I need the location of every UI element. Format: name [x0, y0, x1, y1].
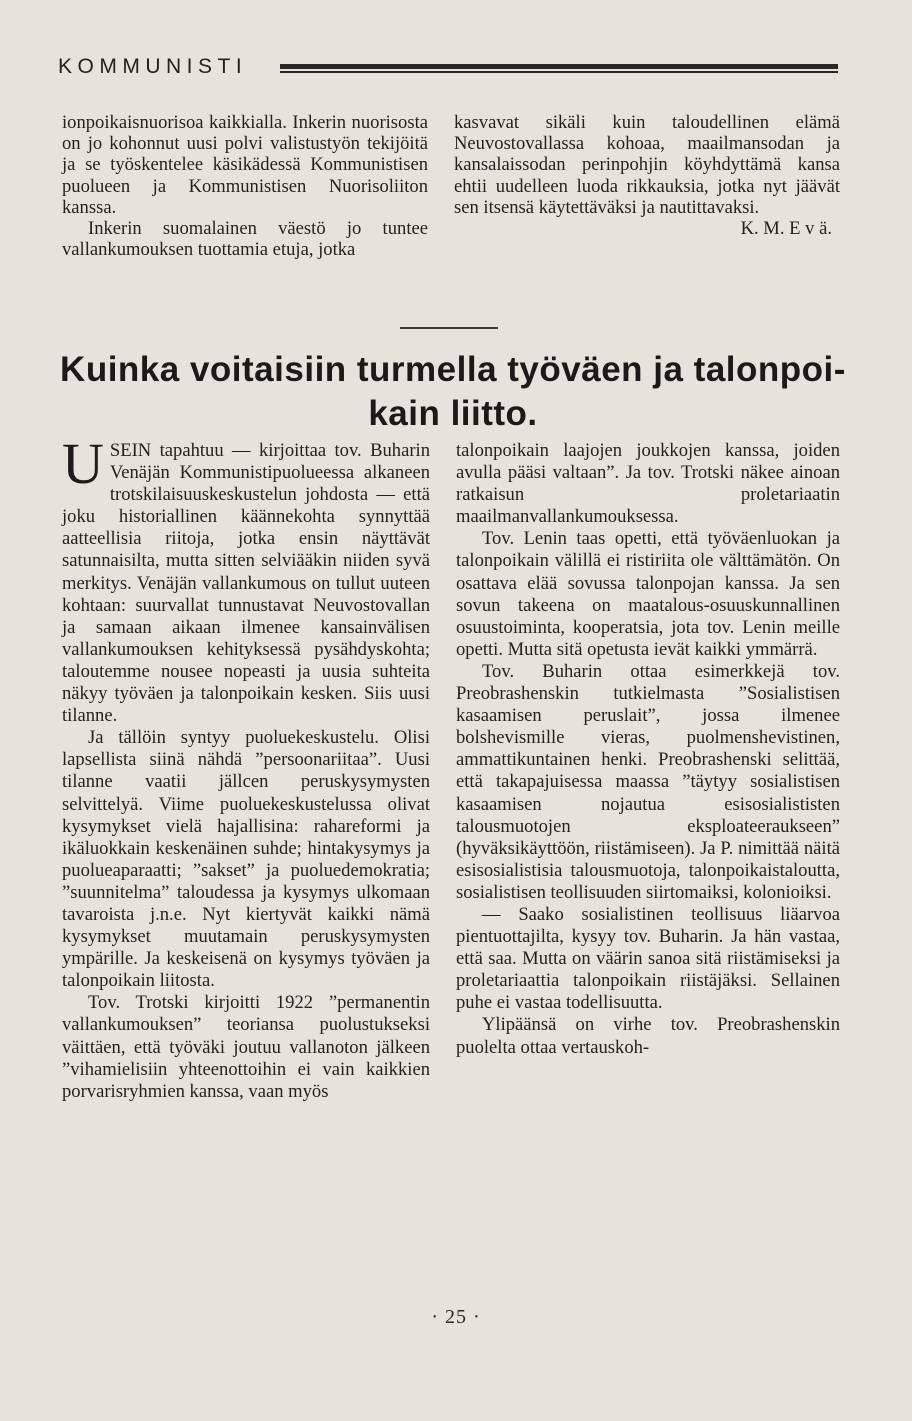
- header-rule-thin: [280, 71, 838, 73]
- paragraph: Tov. Trotski kirjoitti 1922 ”permanentin vallankumouksen” teoriansa puolustukseksi väittäen, että työväki joutuu vallanoton jälkeen ”vihamielisiin yhteenottoihin ei vain kaikkien porvarisryhmien kanssa, vaan myös: [62, 992, 430, 1102]
- paragraph: talonpoikain laajojen joukkojen kanssa, joiden avulla pääsi valtaan”. Ja tov. Trotski näkee ainoan ratkaisun proletariaatin maailmanvallankumouksessa.: [456, 440, 840, 528]
- header-rule: [280, 64, 838, 69]
- running-head: [58, 52, 838, 82]
- article-right-column: [456, 440, 840, 1059]
- top-left-column: [62, 112, 428, 260]
- paragraph: Tov. Buharin ottaa esimerkkejä tov. Preobrashenskin tutkielmasta ”Sosialistisen kasaamisen peruslait”, jossa ilmenee bolshevismille vieras, puolmenshevistinen, ammattikuntainen henki. Preobrashenski selittää, että takapajuisessa maassa ”täytyy sosialistisen kasaamisen nojautua esisosialististen talousmuotojen eksploateeraukseen” (hyväksikäyttöön, riistämiseen). Ja P. nimittää näitä esisosialistisia talousmuotoja, talonpoikaistaloutta, sosialistisen teollisuuden siirtomaiksi, kolonioiksi.: [456, 660, 840, 903]
- paragraph: ionpoikaisnuorisoa kaikkialla. Inkerin nuorisosta on jo kohonnut uusi polvi valistustyön tekijöitä ja se työskentelee käsikädessä Kommunistisen puolueen ja Kommunistisen Nuorisoliiton kanssa.: [62, 112, 428, 218]
- paragraph: — Saako sosialistinen teollisuus liäarvoa pientuottajilta, kysyy tov. Buharin. Ja hän vastaa, että saa. Mutta on väärin sanoa sitä riistämiseksi ja proletariaattia talonpoikain riistäjäksi. Sellainen puhe ei vastaa todellisuutta.: [456, 903, 840, 1014]
- paragraph: Tov. Lenin taas opetti, että työväenluokan ja talonpoikain välillä ei ristiriita ole välttämätön. On osattava elää sovussa talonpojan kanssa. Ja sen sovun takeena on maatalous-osuuskunnallinen osuustoiminta, kooperatsia, jota tov. Lenin meille opetti. Mutta sitä opetusta ievät kaikki ymmärrä.: [456, 528, 840, 660]
- author-signature: K. M. E v ä.: [740, 218, 832, 240]
- drop-cap: U: [62, 431, 104, 496]
- section-divider: [400, 327, 498, 329]
- paragraph: Inkerin suomalainen väestö jo tuntee vallankumouksen tuottamia etuja, jotka: [62, 218, 428, 261]
- running-title: KOMMUNISTI: [58, 55, 248, 78]
- paragraph: Ylipäänsä on virhe tov. Preobrashenskin puolelta ottaa vertauskoh-: [456, 1014, 840, 1058]
- article-title-line-2: kain liitto.: [368, 394, 538, 433]
- top-right-column: [454, 112, 840, 239]
- page-number: · 25 ·: [431, 1306, 481, 1328]
- paragraph: Ja tällöin syntyy puoluekeskustelu. Olisi lapsellista siinä nähdä ”persoonariitaa”. Uusi tilanne vaatii jällcen peruskysymysten selvittelyä. Viime puoluekeskustelussa olivat kysymykset vielä hajallisina: rahareformi ja ikäluokkain keskenäinen suhde; hintakysymys ja puolueaparaatti; ”sakset” ja puoluedemokratia; ”suunnitelma” taloudessa ja kysymys ulkomaan tavaroista j.n.e. Nyt kiertyvät kaikki nämä kysymykset muutamain peruskysymysten ympärille. Ja keskeisenä on kysymys työväen ja talonpoikain liitosta.: [62, 727, 430, 992]
- paragraph-text: SEIN tapahtuu — kirjoittaa tov. Buharin Venäjän Kommunistipuolueessa alkaneen trotskilaisuuskeskustelun johdosta — että joku historiallinen käännekohta synnyttää aatteellisia riitoja, jotka ensin näyttävät satunnaisilta, mutta sitten selviääkin niiden syvä merkitys. Venäjän vallankumous on tullut uuteen kohtaan: suurvallat tunnustavat Neuvostovallan ja samaan aikaan ilmenee kansainvälisen vallankumouksen kehityksessä pysähdyskohta; taloutemme nousee nopeasti ja uusia suhteita näkyy työväen ja talonpoikain kesken. Siis uusi tilanne.: [62, 440, 430, 727]
- article-left-column: [62, 431, 430, 1103]
- article-title: [58, 348, 848, 436]
- paragraph: kasvavat sikäli kuin taloudellinen elämä Neuvostovallassa kohoaa, maailmansodan ja kansalaissodan perinpohjin köyhdyttämä kansa ehtii uudelleen luoda rikkauksia, jotka nyt jäävät sen itsensä käytettäväksi ja nautittavaksi.: [454, 112, 840, 218]
- paragraph: [62, 431, 430, 727]
- article-title-line-1: Kuinka voitaisiin turmella työväen ja talonpoi-: [60, 350, 846, 389]
